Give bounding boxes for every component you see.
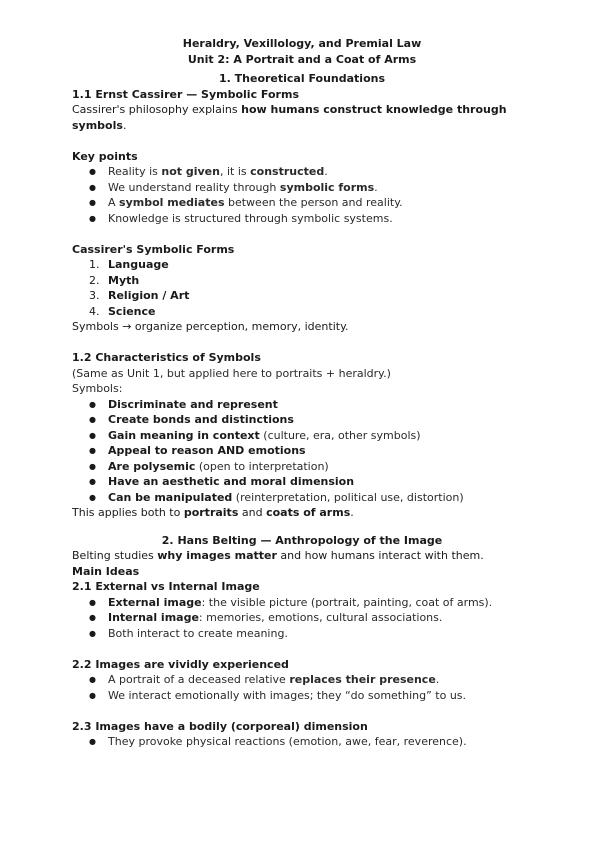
characteristics-list (72, 397, 532, 506)
list-item: ● Discriminate and represent (108, 397, 532, 413)
subsection-2-3-heading: 2.3 Images have a bodily (corporeal) dimension (72, 719, 368, 733)
bodily-dimension-list (72, 734, 532, 750)
list-item: ● Knowledge is structured through symbolic systems. (108, 211, 532, 227)
vividly-experienced-list (72, 672, 532, 703)
section-2-heading: 2. Hans Belting — Anthropology of the Image (161, 533, 443, 547)
list-item: 3. Religion / Art (89, 289, 190, 302)
subsection-2-2-heading: 2.2 Images are vividly experienced (72, 657, 289, 671)
list-item: 2. Myth (89, 273, 140, 287)
cassirer-intro (72, 102, 532, 133)
list-item: ● Internal image: memories, emotions, cultural associations. (108, 610, 532, 626)
symbolic-forms-list (72, 257, 532, 319)
list-item: ● Are polysemic (open to interpretation) (108, 459, 532, 475)
list-item: ● They provoke physical reactions (emotion, awe, fear, reverence). (108, 734, 532, 750)
intro-end: . (122, 118, 127, 132)
document-page (72, 36, 532, 750)
list-item: ● Can be manipulated (reinterpretation, political use, distortion) (108, 490, 532, 506)
list-item: ● External image: the visible picture (portrait, painting, coat of arms). (108, 595, 532, 611)
document-title: Heraldry, Vexillology, and Premial Law (182, 37, 422, 50)
intro-text: Cassirer's philosophy explains (72, 103, 242, 116)
key-points-list (72, 164, 532, 226)
list-item: 4. Science (89, 304, 156, 318)
subsection-1-1-heading: 1.1 Ernst Cassirer — Symbolic Forms (72, 87, 299, 101)
list-item: ● A symbol mediates between the person and reality. (108, 195, 532, 211)
list-item: ● A portrait of a deceased relative replaces their presence. (108, 672, 532, 688)
subsection-1-2-heading: 1.2 Characteristics of Symbols (72, 351, 261, 364)
list-item: ● Create bonds and distinctions (108, 412, 532, 428)
intro-bold: how humans construct knowledge through symbols (72, 103, 507, 132)
list-item: ● Reality is not given, it is constructed. (108, 164, 532, 180)
list-item: ● We understand reality through symbolic forms. (108, 180, 532, 196)
symbolic-forms-heading: Cassirer's Symbolic Forms (72, 242, 235, 256)
list-item: ● Have an aesthetic and moral dimension (108, 474, 532, 490)
unit-note: (Same as Unit 1, but applied here to portraits + heraldry.) (72, 366, 391, 380)
list-item: ● Appeal to reason AND emotions (108, 443, 532, 459)
applies-text: This applies both to portraits and coats of arms. (72, 506, 354, 519)
list-item: ● We interact emotionally with images; they “do something” to us. (108, 688, 532, 704)
main-ideas-heading: Main Ideas (72, 564, 140, 578)
symbols-lead: Symbols: (72, 382, 123, 395)
belting-intro: Belting studies why images matter and how humans interact with them. (72, 549, 484, 562)
list-item: ● Both interact to create meaning. (108, 626, 532, 642)
symbols-organize-text: Symbols → organize perception, memory, identity. (72, 320, 349, 333)
key-points-heading: Key points (72, 149, 138, 163)
subsection-2-1-heading: 2.1 External vs Internal Image (72, 580, 260, 593)
document-subtitle: Unit 2: A Portrait and a Coat of Arms (187, 52, 417, 66)
section-1-heading: 1. Theoretical Foundations (218, 72, 386, 85)
external-internal-list (72, 595, 532, 642)
list-item: ● Gain meaning in context (culture, era, other symbols) (108, 428, 532, 444)
list-item: 1. Language (89, 258, 169, 271)
